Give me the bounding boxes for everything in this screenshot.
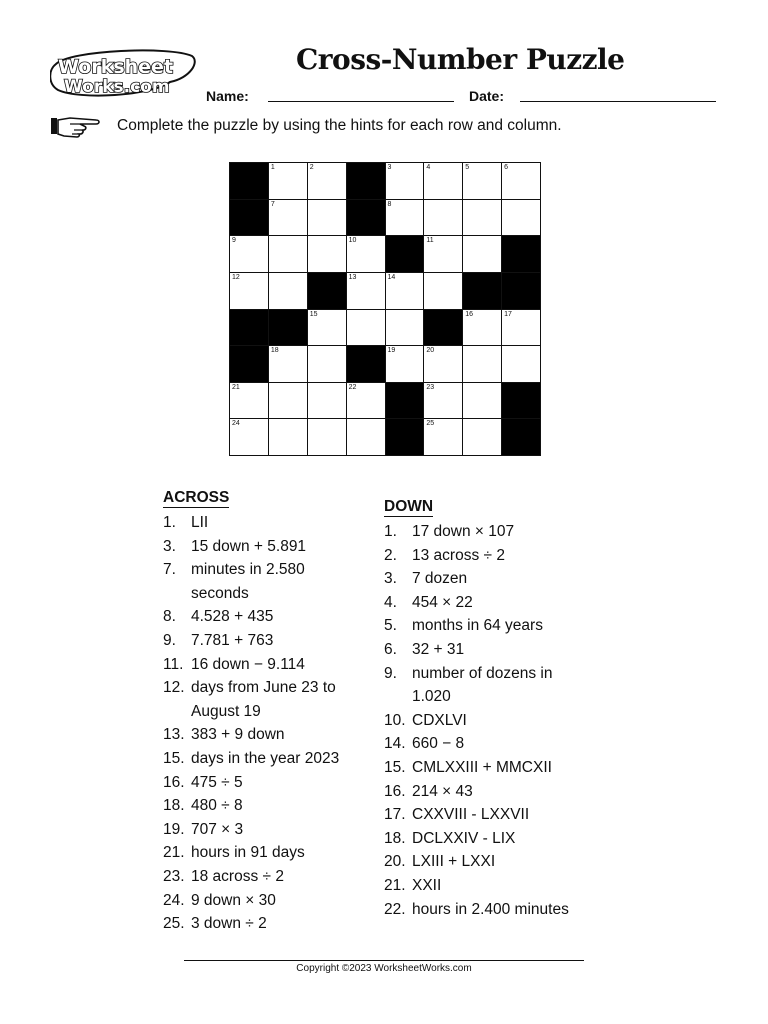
grid-cell-blocked xyxy=(462,272,502,310)
cell-number: 11 xyxy=(426,237,434,245)
grid-cell[interactable] xyxy=(346,272,386,310)
grid-cell[interactable] xyxy=(462,382,502,420)
grid-cell-blocked xyxy=(385,418,425,456)
clue-number: 4. xyxy=(384,593,397,611)
clue-item xyxy=(163,676,363,700)
clue-text: 32 + 31 xyxy=(412,640,465,658)
down-heading: DOWN xyxy=(384,498,434,515)
grid-cell[interactable] xyxy=(501,345,541,383)
cell-number: 16 xyxy=(465,310,474,318)
down-clues xyxy=(384,497,614,921)
cell-number: 2 xyxy=(309,164,314,171)
clue-item xyxy=(384,520,614,544)
clue-text: CMLXXIII + MMCXII xyxy=(412,758,552,776)
grid-cell[interactable] xyxy=(229,382,269,420)
clue-item xyxy=(163,889,363,913)
clue-text: 9 down × 30 xyxy=(191,891,276,909)
clue-item xyxy=(384,591,614,615)
grid-cell[interactable] xyxy=(268,272,308,310)
clue-item xyxy=(163,629,363,653)
clue-text: CDXLVI xyxy=(412,711,467,729)
grid-cell[interactable] xyxy=(462,199,502,237)
clue-number: 12. xyxy=(163,679,185,697)
grid-cell[interactable] xyxy=(346,418,386,456)
grid-cell-blocked xyxy=(346,162,386,200)
clue-text: 4.528 + 435 xyxy=(191,608,274,626)
grid-cell[interactable] xyxy=(268,162,308,200)
grid-cell[interactable] xyxy=(268,382,308,420)
clue-text: hours in 91 days xyxy=(191,844,305,862)
grid-cell[interactable] xyxy=(307,235,347,273)
clue-number: 22. xyxy=(384,900,406,918)
clue-number: 23. xyxy=(163,867,185,885)
across-heading: ACROSS xyxy=(163,489,230,506)
clue-item xyxy=(384,732,614,756)
cell-number: 1 xyxy=(270,164,275,171)
clue-item xyxy=(384,803,614,827)
grid-cell[interactable] xyxy=(462,235,502,273)
clue-number: 9. xyxy=(163,631,176,649)
page-title: Cross-Number Puzzle xyxy=(296,43,625,76)
pointing-hand-icon xyxy=(50,114,102,138)
grid-cell[interactable] xyxy=(268,345,308,383)
clue-number: 9. xyxy=(384,664,397,682)
grid-cell[interactable] xyxy=(307,345,347,383)
clue-number: 10. xyxy=(384,711,406,729)
clue-number: 13. xyxy=(163,726,185,744)
clue-item xyxy=(163,582,363,606)
grid-cell-blocked xyxy=(346,345,386,383)
grid-cell[interactable] xyxy=(385,162,425,200)
grid-cell[interactable] xyxy=(462,309,502,347)
clue-number: 16. xyxy=(384,782,406,800)
cell-number: 10 xyxy=(348,237,357,245)
clue-text: 480 ÷ 8 xyxy=(191,797,243,815)
cell-number: 22 xyxy=(348,383,357,391)
grid-cell[interactable] xyxy=(229,235,269,273)
across-clues xyxy=(163,488,363,936)
clue-text: LII xyxy=(191,514,209,531)
cell-number: 3 xyxy=(387,164,392,171)
grid-cell-blocked xyxy=(501,418,541,456)
clue-number: 11. xyxy=(163,655,184,673)
clue-item xyxy=(384,898,614,922)
clue-item xyxy=(163,912,363,936)
clue-text: number of dozens in xyxy=(412,664,553,682)
clue-item xyxy=(163,865,363,889)
clue-text: hours in 2.400 minutes xyxy=(412,900,569,918)
grid-cell-blocked xyxy=(229,309,269,347)
clue-number: 25. xyxy=(163,915,185,933)
grid-cell[interactable] xyxy=(307,309,347,347)
clue-number: 8. xyxy=(163,608,176,626)
clue-number: 1. xyxy=(384,523,397,540)
clue-text: 18 across ÷ 2 xyxy=(191,867,284,885)
cell-number: 14 xyxy=(387,273,396,281)
clue-item xyxy=(384,614,614,638)
clue-item xyxy=(384,567,614,591)
clue-item xyxy=(384,544,614,568)
clue-item xyxy=(163,605,363,629)
clue-item xyxy=(384,685,614,709)
grid-cell[interactable] xyxy=(385,199,425,237)
grid-cell[interactable] xyxy=(268,199,308,237)
grid-cell[interactable] xyxy=(229,272,269,310)
grid-cell-blocked xyxy=(501,382,541,420)
grid-cell[interactable] xyxy=(423,418,463,456)
clue-text: CXXVIII - LXXVII xyxy=(412,806,530,824)
grid-cell[interactable] xyxy=(423,199,463,237)
cell-number: 15 xyxy=(309,310,318,318)
grid-cell[interactable] xyxy=(307,199,347,237)
grid-cell[interactable] xyxy=(462,162,502,200)
clue-text: minutes in 2.580 xyxy=(191,561,305,579)
clue-number: 21. xyxy=(163,844,185,862)
clue-number: 19. xyxy=(163,820,185,838)
grid-cell[interactable] xyxy=(423,272,463,310)
clue-text: August 19 xyxy=(191,702,261,720)
clue-text: XXII xyxy=(412,876,442,894)
grid-cell[interactable] xyxy=(423,382,463,420)
instructions: Complete the puzzle by using the hints for each row and column. xyxy=(117,117,562,134)
grid-cell[interactable] xyxy=(423,235,463,273)
clue-text: 214 × 43 xyxy=(412,782,473,800)
clue-text: 3 down ÷ 2 xyxy=(191,915,267,933)
clue-text: 383 + 9 down xyxy=(191,726,285,744)
cell-number: 5 xyxy=(465,164,470,171)
cell-number: 6 xyxy=(504,164,509,171)
clue-item xyxy=(163,794,363,818)
clue-item xyxy=(163,535,363,559)
clue-item xyxy=(384,850,614,874)
cell-number: 7 xyxy=(270,200,275,208)
clue-text: 7 dozen xyxy=(412,570,468,588)
grid-cell-blocked xyxy=(229,345,269,383)
cell-number: 8 xyxy=(387,200,392,208)
cell-number: 9 xyxy=(232,237,236,245)
clue-item xyxy=(384,827,614,851)
grid-cell-blocked xyxy=(423,309,463,347)
grid-cell[interactable] xyxy=(268,418,308,456)
grid-cell-blocked xyxy=(346,199,386,237)
grid-cell-blocked xyxy=(385,382,425,420)
name-label: Name: xyxy=(206,88,249,104)
grid-cell[interactable] xyxy=(423,162,463,200)
clue-number: 17. xyxy=(384,806,406,824)
cell-number: 12 xyxy=(232,273,240,281)
clue-number: 1. xyxy=(163,514,176,531)
grid-cell[interactable] xyxy=(307,162,347,200)
clue-number: 16. xyxy=(163,773,185,791)
clue-number: 3. xyxy=(163,537,176,555)
clue-text: seconds xyxy=(191,584,249,602)
cell-number: 17 xyxy=(504,310,512,318)
clue-number: 6. xyxy=(384,640,397,658)
clue-number: 20. xyxy=(384,853,406,871)
clue-text: days from June 23 to xyxy=(191,679,336,697)
clue-number xyxy=(163,582,191,606)
clue-item xyxy=(163,653,363,677)
grid-cell-blocked xyxy=(385,235,425,273)
grid-cell[interactable] xyxy=(462,418,502,456)
clue-number: 7. xyxy=(163,561,176,579)
clue-text: 16 down − 9.114 xyxy=(191,655,305,673)
name-field[interactable] xyxy=(268,101,454,102)
clue-text: days in the year 2023 xyxy=(191,749,340,767)
clue-item xyxy=(384,874,614,898)
clue-item xyxy=(163,558,363,582)
grid-cell[interactable] xyxy=(501,162,541,200)
clue-number: 3. xyxy=(384,570,397,588)
crossnumber-grid xyxy=(229,162,540,455)
logo-line2: Works.com xyxy=(64,77,170,97)
cell-number: 13 xyxy=(348,273,357,281)
grid-cell-blocked xyxy=(501,235,541,273)
grid-cell[interactable] xyxy=(462,345,502,383)
grid-cell[interactable] xyxy=(346,309,386,347)
grid-cell[interactable] xyxy=(385,345,425,383)
grid-cell[interactable] xyxy=(268,235,308,273)
clue-item xyxy=(384,756,614,780)
clue-text: DCLXXIV - LIX xyxy=(412,829,516,847)
clue-item xyxy=(384,780,614,804)
clue-text: LXIII + LXXI xyxy=(412,853,496,871)
clue-number: 21. xyxy=(384,876,406,894)
clue-number: 18. xyxy=(384,829,406,847)
clue-item xyxy=(384,638,614,662)
clue-number xyxy=(384,685,412,709)
grid-cell[interactable] xyxy=(385,309,425,347)
clue-item xyxy=(384,662,614,686)
clue-item xyxy=(163,747,363,771)
grid-cell-blocked xyxy=(229,162,269,200)
clue-text: 13 across ÷ 2 xyxy=(412,546,505,564)
grid-cell[interactable] xyxy=(307,382,347,420)
grid-cell[interactable] xyxy=(385,272,425,310)
clue-text: 1.020 xyxy=(412,688,451,706)
clue-number: 5. xyxy=(384,617,397,635)
cell-number: 21 xyxy=(232,383,240,391)
clue-item xyxy=(163,511,363,535)
clue-text: 454 × 22 xyxy=(412,593,473,611)
clue-text: months in 64 years xyxy=(412,617,543,635)
worksheetworks-logo xyxy=(50,48,196,100)
cell-number: 18 xyxy=(270,347,279,355)
clue-text: 7.781 + 763 xyxy=(191,631,274,649)
cell-number: 23 xyxy=(426,383,435,391)
grid-cell-blocked xyxy=(229,199,269,237)
clue-number: 14. xyxy=(384,735,406,753)
date-field[interactable] xyxy=(520,101,716,102)
grid-cell[interactable] xyxy=(501,199,541,237)
clue-item xyxy=(384,709,614,733)
clue-item xyxy=(163,700,363,724)
footer-divider xyxy=(184,960,584,961)
clue-item xyxy=(163,723,363,747)
clue-text: 15 down + 5.891 xyxy=(191,537,307,555)
grid-cell-blocked xyxy=(501,272,541,310)
cell-number: 24 xyxy=(232,420,240,428)
grid-cell[interactable] xyxy=(346,382,386,420)
cell-number: 19 xyxy=(387,347,396,355)
grid-cell[interactable] xyxy=(346,235,386,273)
grid-cell[interactable] xyxy=(501,309,541,347)
clue-number xyxy=(163,700,191,724)
clue-text: 660 − 8 xyxy=(412,735,465,753)
grid-cell-blocked xyxy=(268,309,308,347)
grid-cell-blocked xyxy=(307,272,347,310)
clue-text: 17 down × 107 xyxy=(412,523,515,540)
clue-number: 24. xyxy=(163,891,185,909)
clue-item xyxy=(163,841,363,865)
clue-number: 18. xyxy=(163,797,185,815)
grid-cell[interactable] xyxy=(229,418,269,456)
clue-item xyxy=(163,818,363,842)
clue-text: 475 ÷ 5 xyxy=(191,773,243,791)
copyright: Copyright ©2023 WorksheetWorks.com xyxy=(296,963,472,974)
clue-text: 707 × 3 xyxy=(191,820,244,838)
grid-cell[interactable] xyxy=(307,418,347,456)
clue-number: 15. xyxy=(163,749,185,767)
date-label: Date: xyxy=(469,88,505,104)
clue-number: 2. xyxy=(384,546,397,564)
cell-number: 4 xyxy=(426,164,431,171)
grid-cell[interactable] xyxy=(423,345,463,383)
cell-number: 20 xyxy=(426,347,435,355)
logo-line1: Worksheet xyxy=(58,56,174,78)
cell-number: 25 xyxy=(426,420,435,428)
clue-number: 15. xyxy=(384,758,406,776)
clue-item xyxy=(163,771,363,795)
